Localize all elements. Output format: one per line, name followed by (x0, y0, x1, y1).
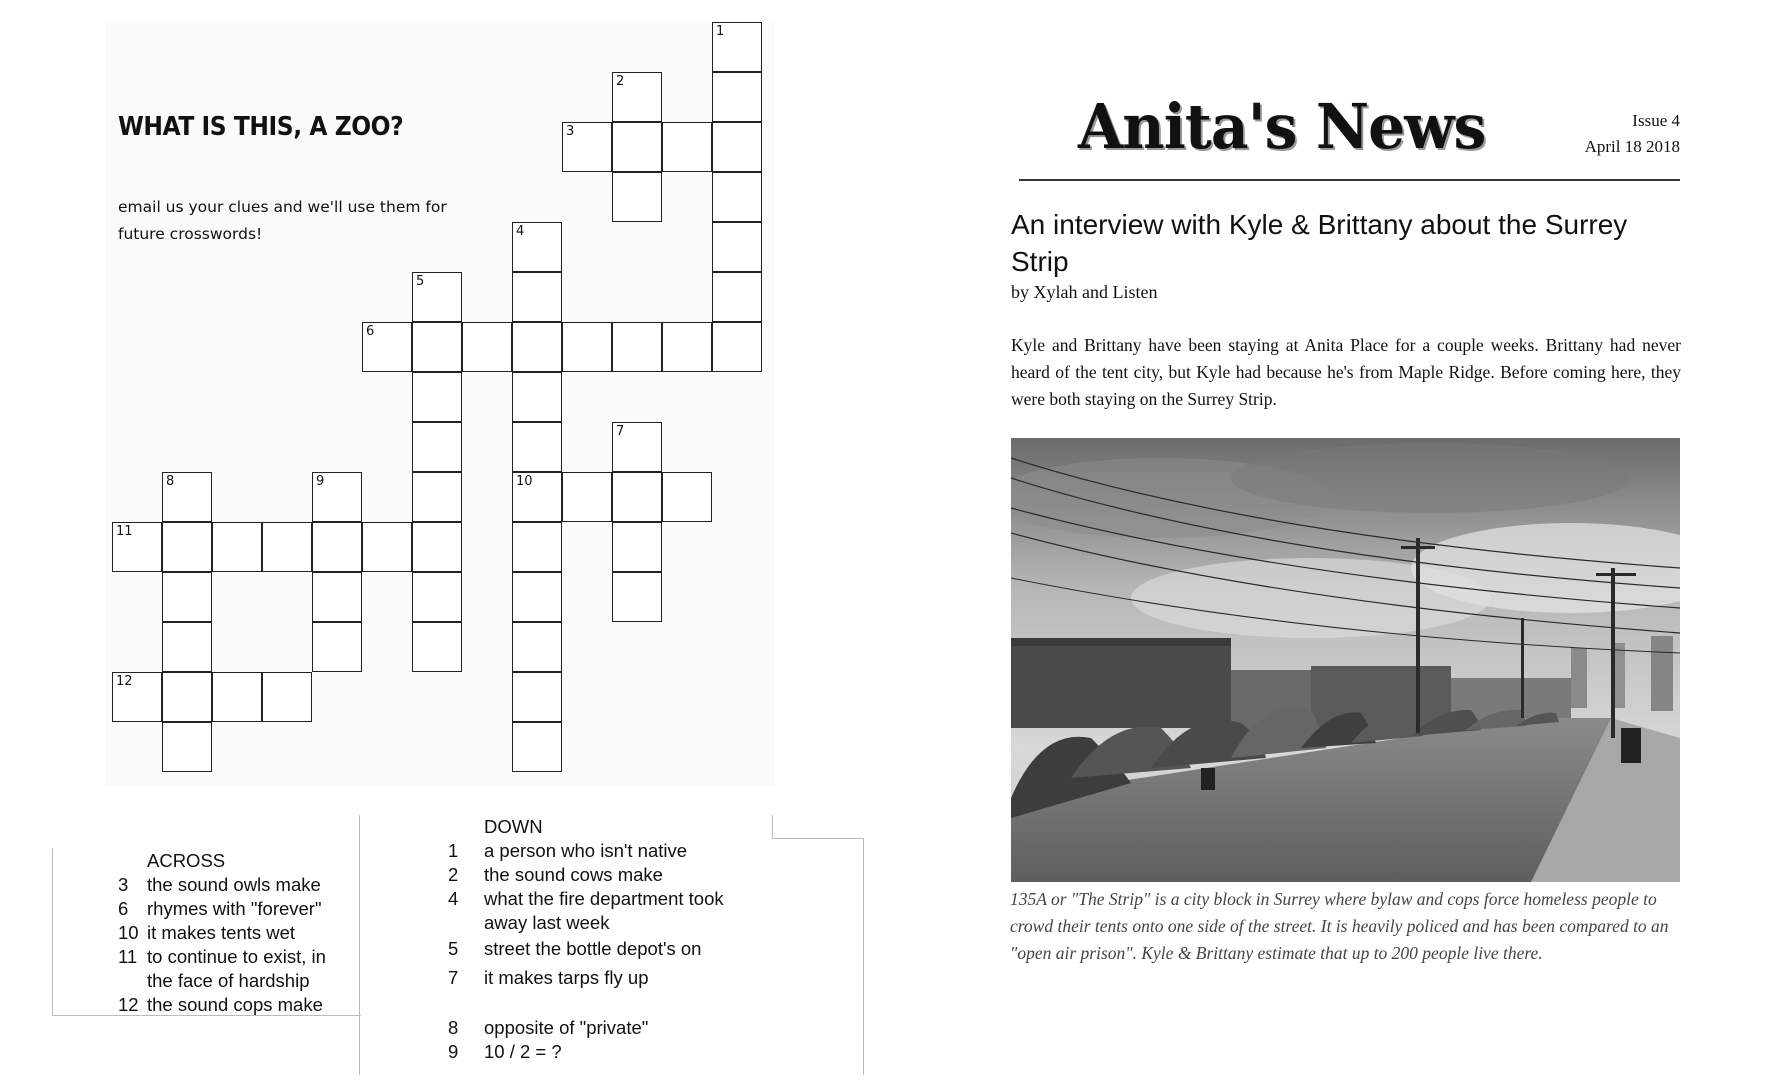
clue-num: 12 (118, 994, 139, 1015)
clue-text: the sound cows make (484, 864, 663, 885)
clue-number: 12 (116, 674, 133, 689)
grid-cell[interactable] (412, 522, 462, 572)
grid-cell[interactable] (612, 472, 662, 522)
grid-cell[interactable] (512, 622, 562, 672)
grid-cell[interactable] (712, 72, 762, 122)
grid-cell[interactable] (112, 522, 162, 572)
spacer (448, 990, 768, 1016)
grid-cell[interactable] (312, 472, 362, 522)
clue-text: street the bottle depot's on (484, 938, 702, 959)
clue-text: the sound cops make (147, 994, 323, 1015)
issue-number: Issue 4 (1632, 111, 1680, 130)
clue-num (448, 911, 484, 935)
grid-cell[interactable] (712, 272, 762, 322)
newsletter-masthead: Anita's News (1078, 90, 1486, 163)
across-heading: ACROSS (147, 850, 226, 871)
grid-cell[interactable] (362, 322, 412, 372)
grid-cell[interactable] (312, 572, 362, 622)
clue-item (448, 887, 768, 911)
issue-info (1585, 108, 1680, 160)
clue-number: 4 (516, 224, 525, 239)
clue-text: the sound owls make (147, 874, 321, 895)
grid-cell[interactable] (262, 522, 312, 572)
grid-cell[interactable] (612, 72, 662, 122)
grid-cell[interactable] (112, 672, 162, 722)
clue-text: opposite of "private" (484, 1017, 649, 1038)
grid-cell[interactable] (712, 172, 762, 222)
down-heading: DOWN (484, 816, 543, 837)
clue-num: 9 (448, 1041, 459, 1062)
grid-cell[interactable] (562, 122, 612, 172)
grid-cell[interactable] (612, 572, 662, 622)
grid-cell[interactable] (562, 472, 612, 522)
grid-cell[interactable] (612, 322, 662, 372)
down-clues (448, 815, 768, 1064)
crossword-note: email us your clues and we'll use them for future crosswords! (118, 198, 447, 243)
clue-num: 10 (118, 922, 139, 943)
clue-item (118, 969, 358, 993)
divider (863, 838, 864, 1075)
clue-item (448, 1040, 768, 1064)
grid-cell[interactable] (312, 522, 362, 572)
grid-cell[interactable] (412, 422, 462, 472)
grid-cell[interactable] (612, 522, 662, 572)
grid-cell[interactable] (712, 322, 762, 372)
grid-cell[interactable] (512, 522, 562, 572)
clue-text: it makes tents wet (147, 922, 296, 943)
grid-cell[interactable] (512, 322, 562, 372)
clue-number: 2 (616, 74, 625, 89)
grid-cell[interactable] (412, 372, 462, 422)
grid-cell[interactable] (512, 672, 562, 722)
clue-number: 6 (366, 324, 375, 339)
grid-cell[interactable] (462, 322, 512, 372)
grid-cell[interactable] (662, 322, 712, 372)
clue-num (118, 969, 147, 993)
issue-date: April 18 2018 (1584, 137, 1680, 156)
grid-cell[interactable] (612, 172, 662, 222)
grid-cell[interactable] (562, 322, 612, 372)
grid-cell[interactable] (162, 472, 212, 522)
clue-number: 7 (616, 424, 625, 439)
clue-item (118, 873, 358, 897)
clue-number: 5 (416, 274, 425, 289)
clue-num: 7 (448, 967, 459, 988)
clue-item (448, 863, 768, 887)
grid-cell[interactable] (512, 572, 562, 622)
clue-num: 3 (118, 874, 129, 895)
grid-cell[interactable] (212, 672, 262, 722)
clue-number: 11 (116, 524, 133, 539)
clue-item (448, 911, 768, 935)
clue-text: away last week (484, 912, 610, 933)
grid-cell[interactable] (512, 222, 562, 272)
clue-text: to continue to exist, in (147, 946, 326, 967)
clue-text: a person who isn't native (484, 840, 688, 861)
clue-text: rhymes with "forever" (147, 898, 322, 919)
grid-cell[interactable] (612, 422, 662, 472)
grid-cell[interactable] (512, 422, 562, 472)
article-title: An interview with Kyle & Brittany about the Surrey Strip (1011, 209, 1628, 277)
street-photo (1011, 438, 1680, 882)
clue-item (448, 839, 768, 863)
grid-cell[interactable] (262, 672, 312, 722)
clue-item (118, 897, 358, 921)
grid-cell[interactable] (412, 272, 462, 322)
clue-number: 10 (516, 474, 533, 489)
across-clues (118, 849, 358, 1017)
grid-cell[interactable] (412, 622, 462, 672)
clue-num: 1 (448, 840, 459, 861)
grid-cell[interactable] (512, 372, 562, 422)
photo-caption: 135A or "The Strip" is a city block in Surrey where bylaw and cops force homeless people to crowd their tents onto one side of the street. It is heavily policed and has been compared to an "open air prison". Kyle & Brittany estimate that up to 200 people live there. (1010, 889, 1669, 963)
byline: by Xylah and Listen (1011, 282, 1158, 302)
clue-num: 11 (118, 946, 138, 967)
grid-cell[interactable] (412, 472, 462, 522)
clue-number: 3 (566, 124, 575, 139)
grid-cell[interactable] (362, 522, 412, 572)
clue-item (448, 937, 768, 961)
clue-text: it makes tarps fly up (484, 967, 649, 988)
clue-item (118, 921, 358, 945)
divider (359, 815, 360, 1075)
clue-num: 2 (448, 864, 459, 885)
clue-item (448, 966, 768, 990)
grid-cell[interactable] (662, 472, 712, 522)
tent-street-image (1011, 438, 1680, 882)
clue-num: 6 (118, 898, 129, 919)
clue-num: 5 (448, 938, 459, 959)
masthead-rule (1019, 179, 1680, 181)
clue-item (118, 993, 358, 1017)
grid-cell[interactable] (512, 472, 562, 522)
clue-text: 10 / 2 = ? (484, 1041, 562, 1062)
crossword-title: WHAT IS THIS, A ZOO? (118, 112, 404, 142)
grid-cell[interactable] (662, 122, 712, 172)
clue-text: the face of hardship (147, 970, 310, 991)
divider (772, 838, 864, 839)
clue-number: 8 (166, 474, 175, 489)
clue-text: what the fire department took (484, 888, 724, 909)
clue-num: 4 (448, 888, 459, 909)
grid-cell[interactable] (162, 572, 212, 622)
clue-num: 8 (448, 1017, 459, 1038)
grid-cell[interactable] (712, 122, 762, 172)
grid-cell[interactable] (312, 622, 362, 672)
clue-number: 9 (316, 474, 325, 489)
grid-cell[interactable] (162, 722, 212, 772)
grid-cell[interactable] (712, 222, 762, 272)
grid-cell[interactable] (712, 22, 762, 72)
grid-cell[interactable] (512, 722, 562, 772)
grid-cell[interactable] (412, 572, 462, 622)
grid-cell[interactable] (512, 272, 562, 322)
grid-cell[interactable] (162, 522, 212, 572)
grid-cell[interactable] (412, 322, 462, 372)
clue-number: 1 (716, 24, 725, 39)
grid-cell[interactable] (212, 522, 262, 572)
divider (772, 815, 773, 838)
article-body: Kyle and Brittany have been staying at Anita Place for a couple weeks. Brittany had never heard of the tent city, but Kyle had because he's from Maple Ridge. Before coming here, they were both staying on the Surrey Strip. (1011, 335, 1681, 409)
grid-cell[interactable] (612, 122, 662, 172)
grid-cell[interactable] (162, 622, 212, 672)
grid-cell[interactable] (162, 672, 212, 722)
clue-item (118, 945, 358, 969)
clue-item (448, 1016, 768, 1040)
